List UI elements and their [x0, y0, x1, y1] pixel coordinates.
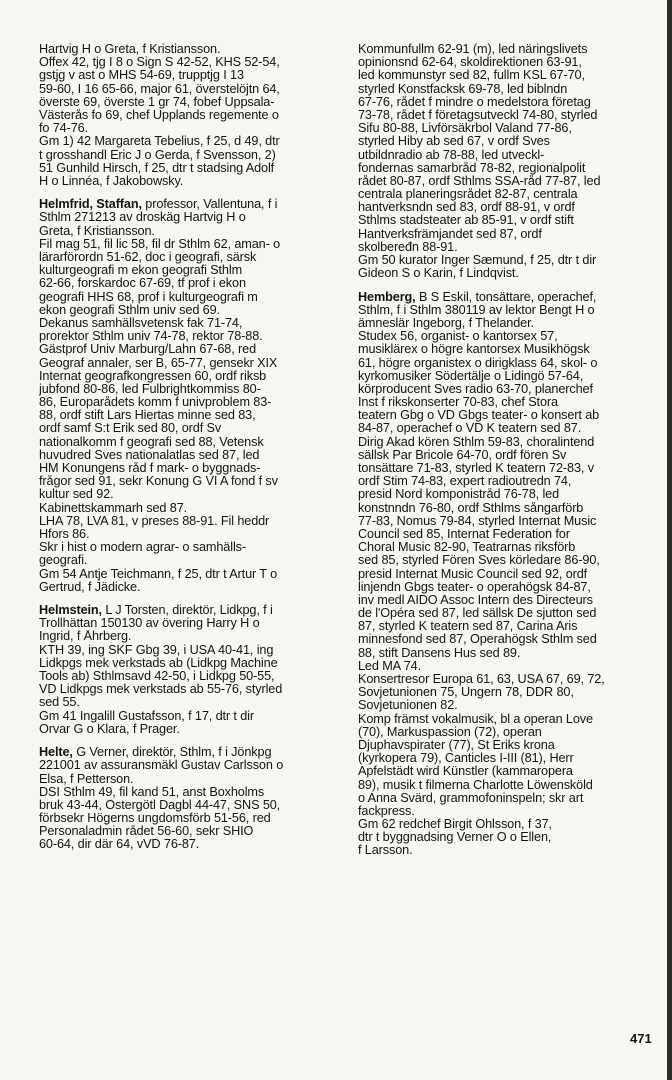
entry-line: Offex 42, tjg I 8 o Sign S 42-52, KHS 52-54,: [39, 56, 280, 70]
entry-line: 88, ordf stift Lars Hiertas minne sed 83,: [39, 409, 256, 423]
entry-line: 73-78, rådet f företagsutveckl 74-80, styrled: [358, 108, 598, 122]
entry-line: bruk 43-44, Östergötl Dagbl 44-47, SNS 50,: [39, 798, 281, 812]
entry-heading-rest: Hartvig H o Greta, f Kristiansson.: [39, 43, 221, 56]
entry-line: Gm 41 Ingalill Gustafsson, f 17, dtr t dir: [39, 709, 254, 723]
entry-first-line: [39, 746, 339, 759]
entry-line: Sovjetunionen 82.: [358, 699, 458, 713]
entry-line: Hantverksfrämjandet sed 87, ordf: [358, 227, 542, 241]
entry-line: Geograf annaler, ser B, 65-77, gensekr XIX: [39, 356, 278, 370]
entry-line: geografi HHS 68, prof i kulturgeografi m: [39, 290, 258, 304]
entry-line: Internat geografkongressen 60, ordf riksb: [39, 369, 267, 383]
entry-line: 51 Gunhild Hirsch, f 25, dtr t stadsing Adolf: [39, 161, 275, 175]
entry-kommunfullm-continued: [358, 43, 658, 280]
page-number: 471: [630, 1031, 652, 1046]
entry-lines: [39, 211, 339, 593]
entry-line: 88, stift Dansens Hus sed 89.: [358, 646, 521, 660]
entry-line: inv medl AIDO Assoc Intern des Directeurs: [358, 593, 593, 607]
entry-line: ämneslär Ingeborg, f Thelander.: [358, 316, 534, 330]
entry-line: centrala planeringsrådet 82-87, centrala: [358, 188, 578, 202]
entry-line: geografi.: [39, 554, 88, 568]
entry-line: Lidkpgs mek verkstads ab (Lidkpg Machine: [39, 656, 278, 670]
entry-line: kultur sed 92.: [39, 488, 114, 502]
entry-line: Gm 62 redchef Birgit Ohlsson, f 37,: [358, 818, 552, 832]
entry-line: DSI Sthlm 49, fil kand 51, anst Boxholms: [39, 785, 265, 799]
entry-line: Sifu 80-88, Livförsäkrbol Valand 77-86,: [358, 122, 572, 136]
entry-line: Inst f rikskonserter 70-83, chef Stora: [358, 396, 558, 410]
entry-line: (70), Markuspassion (72), operan: [358, 725, 542, 739]
entry-line: Dekanus samhällsvetensk fak 71-74,: [39, 316, 243, 330]
entry-line: fo 74-76.: [39, 122, 89, 136]
entry-line: 84-87, operachef o VD K teatern sed 87.: [358, 422, 582, 436]
entry-line: Gm 54 Antje Teichmann, f 25, dtr t Artur T o: [39, 567, 278, 581]
entry-heading-rest: Kommunfullm 62-91 (m), led näringslivets: [358, 43, 588, 56]
entry-lines: [39, 56, 339, 188]
entry-name: Helmfrid, Staffan,: [39, 198, 142, 212]
entry-line: Council sed 85, Internat Federation for: [358, 527, 570, 541]
entry-line: o Anna Svärd, grammofoninspeln; skr art: [358, 791, 584, 805]
entry-line: Greta, f Kristiansson.: [39, 224, 155, 238]
entry-hemberg: [358, 291, 658, 858]
entry-line: Gm 50 kurator Inger Sæmund, f 25, dtr t dir: [358, 254, 597, 267]
entry-name: Helte,: [39, 746, 73, 760]
entry-line: förbsekr Högerns ungdomsförb 51-56, red: [39, 812, 271, 826]
entry-line: Gm 1) 42 Margareta Tebelius, f 25, d 49, dtr: [39, 135, 280, 149]
entry-line: (kyrkopera 79), Canticles I-III (81), Herr: [358, 752, 574, 766]
page-edge-shadow: [667, 0, 672, 1080]
entry-first-line: [358, 43, 658, 56]
entry-line: styrled Konstfacksk 69-78, led biblndn: [358, 82, 568, 96]
entry-line: Dirig Akad kören Sthlm 59-83, choralintend: [358, 435, 595, 449]
entry-line: Orvar G o Klara, f Prager.: [39, 722, 180, 736]
entry-line: ordf Stim 74-83, expert radioutredn 74,: [358, 475, 572, 489]
entry-heading-rest: L J Torsten, direktör, Lidkpg, f i: [101, 604, 273, 618]
entry-line: 59-60, I 16 65-66, major 61, överstelöjtn 64,: [39, 82, 280, 96]
entry-line: Apfelstädt wird Künstler (kammaropera: [358, 765, 573, 779]
entry-line: Kabinettskammarh sed 87.: [39, 501, 188, 515]
left-column: [39, 43, 339, 862]
entry-helte: [39, 746, 339, 852]
entry-line: frågor sed 91, sekr Konung G VI A fond f sv: [39, 475, 278, 489]
entry-line: presid Nord komponistråd 76-78, led: [358, 488, 560, 502]
entry-line: linjendn Gbgs teater- o operahögsk 84-87,: [358, 580, 591, 594]
entry-line: Elsa, f Petterson.: [39, 772, 134, 786]
entry-line: nationalkomm f geografi sed 88, Vetensk: [39, 435, 264, 449]
entry-line: Gideon S o Karin, f Lindqvist.: [358, 267, 519, 281]
entry-line: minnesfond sed 87, Operahögsk Sthlm sed: [358, 633, 597, 647]
entry-line: led kommunstyr sed 82, fullm KSL 67-70,: [358, 69, 585, 83]
entry-name: Hemberg,: [358, 290, 416, 304]
entry-line: KTH 39, ing SKF Gbg 39, i USA 40-41, ing: [39, 643, 274, 657]
entry-line: Sthlms stadsteater ab 85-91, v ordf stift: [358, 214, 574, 228]
entry-line: LHA 78, LVA 81, v preses 88-91. Fil heddr: [39, 514, 270, 528]
entry-line: styrled Hiby ab sed 67, v ordf Sves: [358, 135, 550, 149]
entry-first-line: [39, 198, 339, 211]
entry-line: prorektor Sthlm univ 74-78, rektor 78-88.: [39, 330, 263, 344]
entry-line: körproducent Sves radio 63-70, planerchef: [358, 382, 593, 396]
entry-line: konstnndn 76-80, ordf Sthlms sångarförb: [358, 501, 584, 515]
entry-lines: [358, 56, 658, 280]
entry-line: 89), musik t filmerna Charlotte Löwensköld: [358, 778, 593, 792]
entry-line: ordf samf S:t Erik sed 80, ordf Sv: [39, 422, 222, 436]
entry-line: Skr i hist o modern agrar- o samhälls-: [39, 541, 246, 555]
entry-line: Hfors 86.: [39, 527, 90, 541]
entry-lines: [39, 617, 339, 736]
entry-line: presid Internat Music Council sed 92, ordf: [358, 567, 588, 581]
entry-line: kyrkomusiker Södertälje o Lidingö 57-64,: [358, 369, 584, 383]
entry-lines: [39, 759, 339, 851]
entry-line: 221001 av assuransmäkl Gustav Carlsson o: [39, 759, 284, 773]
entry-helmstein: [39, 604, 339, 736]
entry-line: Gästprof Univ Marburg/Lahn 67-68, red: [39, 343, 257, 357]
entry-line: kulturgeografi m ekon geografi Sthlm: [39, 264, 243, 278]
entry-line: 87, styrled K teatern sed 87, Carina Aris: [358, 620, 578, 634]
entry-line: lärarförordn 51-62, doc i geografi, särsk: [39, 251, 257, 264]
entry-line: tonsättare 71-83, styrled K teatern 72-83, v: [358, 462, 594, 475]
entry-heading-rest: professor, Vallentuna, f i: [141, 198, 278, 212]
entry-name: Helmstein,: [39, 604, 102, 618]
entry-line: sällsk Par Bricole 64-70, ordf fören Sv: [358, 448, 567, 462]
entry-line: 77-83, Nomus 79-84, styrled Internat Music: [358, 514, 597, 528]
entry-line: Ingrid, f Åhrberg.: [39, 630, 132, 644]
entry-line: sed 85, styrled Fören Sves körledare 86-90,: [358, 554, 600, 568]
entry-line: de l'Opéra sed 87, led sällsk De sjutton sed: [358, 607, 597, 621]
entry-line: fackpress.: [358, 804, 415, 818]
entry-lines: [358, 304, 658, 858]
entry-line: Sthlm 271213 av droskäg Hartvig H o: [39, 211, 246, 225]
entry-line: Led MA 74.: [358, 659, 421, 673]
entry-line: Tools ab) Sthlmsavd 42-50, i Lidkpg 50-55,: [39, 670, 275, 683]
entry-line: fondernas samarbråd 78-82, regionalpolit: [358, 161, 586, 175]
entry-line: opinionsnd 62-64, skoldirektionen 63-91,: [358, 56, 582, 70]
entry-first-line: [358, 291, 658, 304]
entry-line: skolbeređn 88-91.: [358, 240, 458, 254]
right-column: [358, 43, 658, 868]
entry-line: 61, högre organistex o dirigklass 64, skol- o: [358, 356, 598, 370]
entry-line: Choral Music 82-90, Teatrarnas riksförb: [358, 541, 576, 555]
entry-first-line: [39, 604, 339, 617]
entry-line: teatern Gbg o VD Gbgs teater- o konsert ab: [358, 409, 600, 423]
entry-line: Djuphavspirater (77), St Eriks krona: [358, 738, 555, 752]
entry-line: Gertrud, f Jädicke.: [39, 580, 141, 594]
entry-line: Västerås fo 69, chef Upplands regemente o: [39, 108, 279, 122]
entry-first-line: [39, 43, 339, 56]
entry-line: Studex 56, organist- o kantorsex 57,: [358, 330, 558, 344]
entry-line: Konsertresor Europa 61, 63, USA 67, 69, 72,: [358, 673, 605, 686]
entry-heading-rest: G Verner, direktör, Sthlm, f i Jönkpg: [72, 746, 272, 760]
entry-line: rådet 80-87, ordf Sthlms SSA-råd 77-87, led: [358, 174, 601, 188]
entry-line: dtr t byggnadsing Verner O o Ellen,: [358, 831, 552, 845]
entry-line: t grosshandl Eric J o Gerda, f Svensson, 2): [39, 148, 276, 162]
entry-line: jubfond 80-86, led Fulbrightkommiss 80-: [39, 382, 261, 396]
entry-helmfrid: [39, 198, 339, 594]
entry-heading-rest: B S Eskil, tonsättare, operachef,: [415, 290, 597, 304]
entry-line: 60-64, dir där 64, vVD 76-87.: [39, 838, 200, 852]
entry-hartvig-continued: [39, 43, 339, 188]
entry-line: H o Linnéa, f Jakobowsky.: [39, 174, 184, 188]
entry-line: överste 69, överste 1 gr 74, fobef Uppsala-: [39, 95, 275, 109]
entry-line: musiklärex o högre kantorsex Musikhögsk: [358, 343, 590, 357]
entry-line: utbildnradio ab 78-88, led utveckl-: [358, 148, 545, 162]
entry-line: 67-76, rådet f mindre o medelstora företag: [358, 95, 591, 109]
entry-line: Trollhättan 150130 av övering Harry H o: [39, 617, 260, 631]
entry-line: 86, Europarådets komm f univproblem 83-: [39, 396, 272, 410]
entry-line: Fil mag 51, fil lic 58, fil dr Sthlm 62, aman- o: [39, 237, 281, 251]
entry-line: Sthlm, f i Sthlm 380119 av lektor Bengt H o: [358, 303, 595, 317]
entry-line: Komp främst vokalmusik, bl a operan Love: [358, 712, 593, 726]
entry-line: f Larsson.: [358, 844, 413, 858]
entry-line: Personaladmin rådet 56-60, sekr SHIO: [39, 825, 254, 839]
entry-line: sed 55.: [39, 696, 80, 710]
entry-line: 62-66, forskardoc 67-69, tf prof i ekon: [39, 277, 246, 291]
entry-line: VD Lidkpgs mek verkstads ab 55-76, styrled: [39, 683, 283, 697]
entry-line: Sovjetunionen 75, Ungern 78, DDR 80,: [358, 686, 574, 700]
entry-line: gstjg v ast o MHS 54-69, trupptjg I 13: [39, 69, 244, 83]
entry-line: hantverksndn sed 83, ordf 88-91, v ordf: [358, 201, 575, 215]
entry-line: ekon geografi Sthlm univ sed 69.: [39, 303, 220, 317]
entry-line: HM Konungens råd f mark- o byggnads-: [39, 462, 261, 475]
entry-line: huvudred Sves nationalatlas sed 87, led: [39, 448, 260, 462]
